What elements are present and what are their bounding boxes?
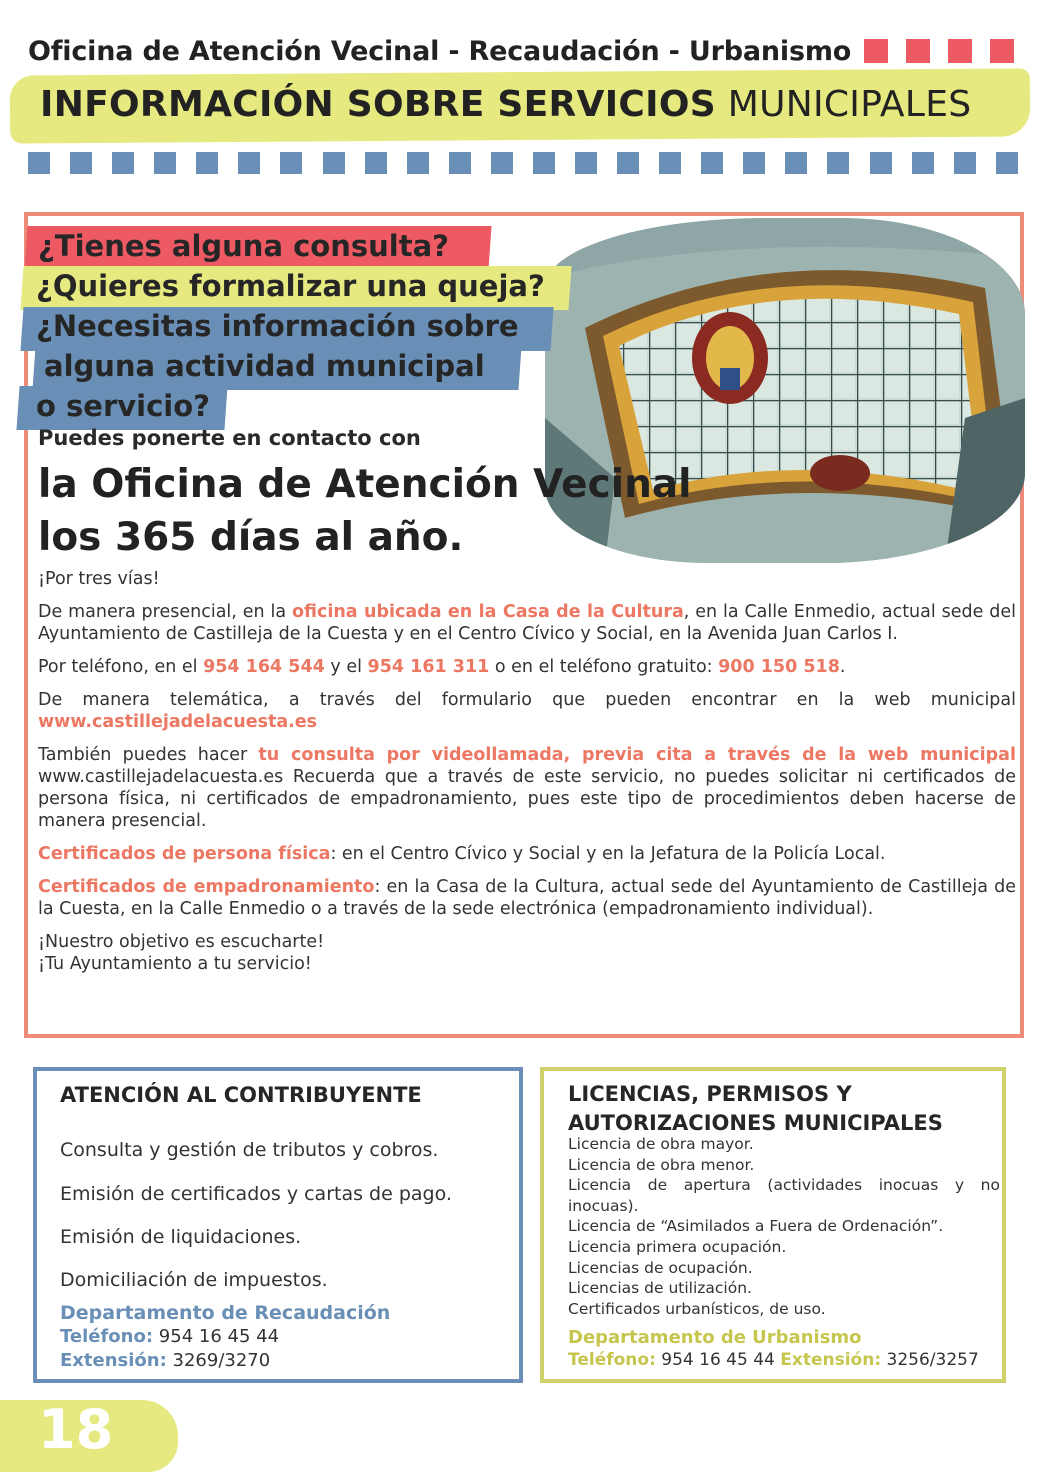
list-item: Domiciliación de impuestos. <box>60 1269 328 1291</box>
question-consulta: ¿Tienes alguna consulta? <box>38 229 449 263</box>
list-item: Licencia de obra mayor. <box>568 1135 754 1153</box>
list-item: Licencia de obra menor. <box>568 1155 755 1174</box>
page-title-light: MUNICIPALES <box>727 84 972 125</box>
paragraph: ¡Nuestro objetivo es escucharte! ¡Tu Ayuntamiento a tu servicio! <box>38 932 325 974</box>
question-informacion: ¿Necesitas información sobre <box>36 309 519 343</box>
stained-glass-photo <box>545 218 1025 563</box>
phone-number: 900 150 518 <box>718 657 840 677</box>
page-title-bold: INFORMACIÓN SOBRE SERVICIOS <box>40 84 716 125</box>
headline-office: la Oficina de Atención Vecinal <box>38 462 692 507</box>
website-link[interactable]: www.castillejadelacuesta.es <box>38 712 318 732</box>
red-square-icon <box>990 39 1014 63</box>
paragraph: Certificados de persona física: en el Centro Cívico y Social y en la Jefatura de la Policía Local. <box>38 844 886 864</box>
licencias-list <box>568 1134 1000 1319</box>
list-item: Licencias de utilización. <box>568 1279 752 1298</box>
body-text <box>38 568 1016 975</box>
paragraph: De manera telemática, a través del formulario que pueden encontrar en la web municipal www.castillejadelacuesta.es <box>38 690 1016 732</box>
highlight-text: tu consulta por videollamada, previa cita a través de la web municipal <box>258 745 1016 765</box>
highlight-text: oficina ubicada en la Casa de la Cultura <box>291 602 684 622</box>
contact-intro: Puedes ponerte en contacto con <box>38 426 421 450</box>
phone-line: Teléfono: 954 16 45 44 <box>60 1326 280 1347</box>
red-square-icon <box>948 39 972 63</box>
question-queja: ¿Quieres formalizar una queja? <box>36 269 545 303</box>
licencias-title: LICENCIAS, PERMISOS Y AUTORIZACIONES MUNICIPALES <box>568 1082 943 1135</box>
red-square-icon <box>864 39 888 63</box>
paragraph: Por teléfono, en el 954 164 544 y el 954 161 311 o en el teléfono gratuito: 900 150 518. <box>38 657 846 677</box>
skylight-image <box>545 218 1025 563</box>
extension-line: Extensión: 3269/3270 <box>60 1350 271 1371</box>
question-informacion-line2: alguna actividad municipal <box>44 349 485 383</box>
list-item: Certificados urbanísticos, de uso. <box>568 1299 826 1318</box>
red-square-icon <box>906 39 930 63</box>
department-name: Departamento de Recaudación <box>60 1302 391 1324</box>
list-item: Consulta y gestión de tributos y cobros. <box>60 1139 439 1161</box>
phone-number: 954 161 311 <box>367 657 490 677</box>
headline-days: los 365 días al año. <box>38 515 464 560</box>
question-informacion-line3: o servicio? <box>36 389 210 423</box>
list-item: Licencia primera ocupación. <box>568 1237 787 1256</box>
paragraph: Certificados de empadronamiento: en la Casa de la Cultura, actual sede del Ayuntamiento de Castilleja de la Cuesta, en la Calle Enmedio o a través de la sede electrónica (empadronamiento individual). <box>38 877 1016 919</box>
page-number: 18 <box>38 1398 114 1461</box>
paragraph: También puedes hacer tu consulta por videollamada, previa cita a través de la web municipal www.castillejadelacuesta.es Recuerda que a través de este servicio, no puedes solicitar ni certificados de persona física, ni certificados de empadronamiento, pues este tipo de procedimientos deben hacerse de manera presencial. <box>38 745 1016 831</box>
page-title <box>40 84 971 125</box>
paragraph: De manera presencial, en la oficina ubicada en la Casa de la Cultura, en la Calle Enmedio, actual sede del Ayuntamiento de Castilleja de la Cuesta y en el Centro Cívico y Social, en la Avenida Juan Carlos I. <box>38 602 1016 644</box>
phone-extension-line: Teléfono: 954 16 45 44 Extensión: 3256/3257 <box>568 1350 979 1370</box>
top-title: Oficina de Atención Vecinal - Recaudación - Urbanismo <box>28 36 852 67</box>
blue-square-divider <box>28 152 1018 174</box>
department-name: Departamento de Urbanismo <box>568 1327 862 1348</box>
list-item: Emisión de liquidaciones. <box>60 1226 302 1248</box>
paragraph: ¡Por tres vías! <box>38 569 160 589</box>
phone-number: 954 164 544 <box>203 657 325 677</box>
highlight-text: Certificados de persona física <box>38 844 331 864</box>
list-item: Licencias de ocupación. <box>568 1258 753 1277</box>
contribuyente-title: ATENCIÓN AL CONTRIBUYENTE <box>60 1083 422 1107</box>
list-item: Licencia de apertura (actividades inocuas y no inocuas). <box>568 1176 1000 1215</box>
list-item: Emisión de certificados y cartas de pago. <box>60 1183 452 1205</box>
list-item: Licencia de “Asimilados a Fuera de Ordenación”. <box>568 1217 944 1236</box>
highlight-text: Certificados de empadronamiento <box>38 877 375 897</box>
